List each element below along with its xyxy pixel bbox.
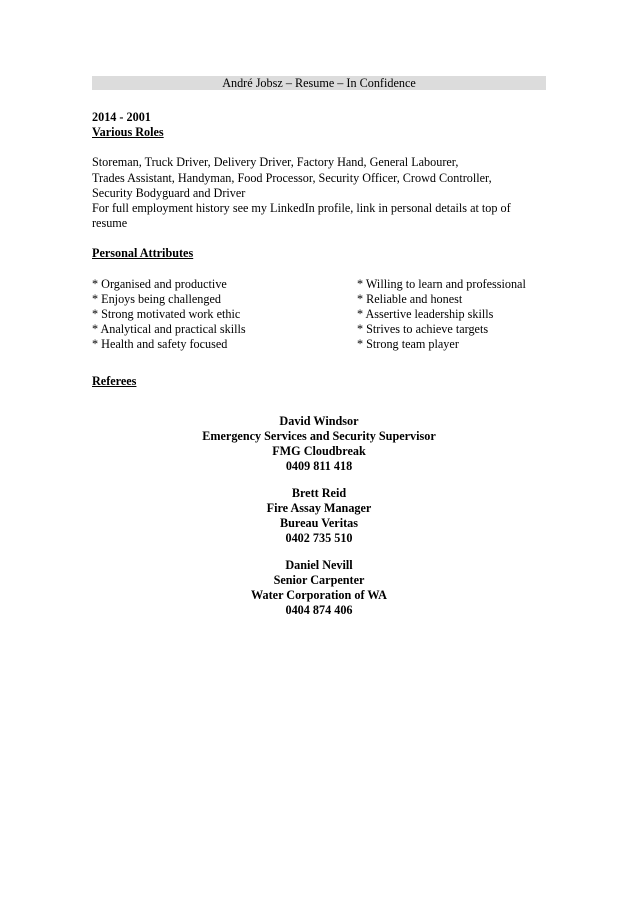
referee-role: Fire Assay Manager [266,501,372,515]
employment-line: For full employment history see my LinkedIn profile, link in personal details at top of [92,201,511,216]
attribute-item: * Analytical and practical skills [92,322,246,337]
attribute-item: * Reliable and honest [357,291,463,306]
attribute-item: * Strong team player [357,337,459,352]
employment-line: Trades Assistant, Handyman, Food Processor, Security Officer, Crowd Controller, [92,170,492,185]
attribute-item: * Organised and productive [92,276,227,291]
referee-role: Senior Carpenter [273,573,365,587]
referees-section [92,374,546,617]
attribute-item: * Willing to learn and professional [357,276,526,291]
employment-title: Various Roles [92,125,164,140]
attribute-item: * Health and safety focused [92,337,228,352]
attribute-item: * Enjoys being challenged [92,291,221,306]
referee-phone: 0409 811 418 [285,459,353,473]
referee-company: FMG Cloudbreak [272,444,366,458]
attribute-item: * Assertive leadership skills [357,307,494,322]
employment-period: 2014 - 2001 [92,110,151,124]
attribute-item: * Strong motivated work ethic [92,307,241,322]
attributes-list [92,277,546,353]
referee-phone: 0404 874 406 [285,603,353,617]
referee-role: Emergency Services and Security Supervisor [202,429,436,443]
resume-content [92,110,546,353]
attribute-item: * Strives to achieve targets [357,322,489,337]
employment-line: resume [92,216,128,231]
referee-name: David Windsor [279,414,359,428]
referee-company: Bureau Veritas [280,516,358,530]
attributes-left-column [92,277,246,353]
referee-phone: 0402 735 510 [285,531,353,545]
employment-line: Storeman, Truck Driver, Delivery Driver, Factory Hand, General Labourer, [92,155,459,170]
employment-line: Security Bodyguard and Driver [92,185,246,200]
referee-card [92,414,546,474]
attributes-right-column [357,277,526,353]
page-header: André Jobsz – Resume – In Confidence [92,76,546,90]
referee-name: Daniel Nevill [285,558,353,572]
referee-name: Brett Reid [291,486,347,500]
referee-card [92,558,546,618]
referee-company: Water Corporation of WA [251,588,387,602]
referee-card [92,486,546,546]
attributes-heading: Personal Attributes [92,246,194,261]
referees-heading: Referees [92,374,137,388]
